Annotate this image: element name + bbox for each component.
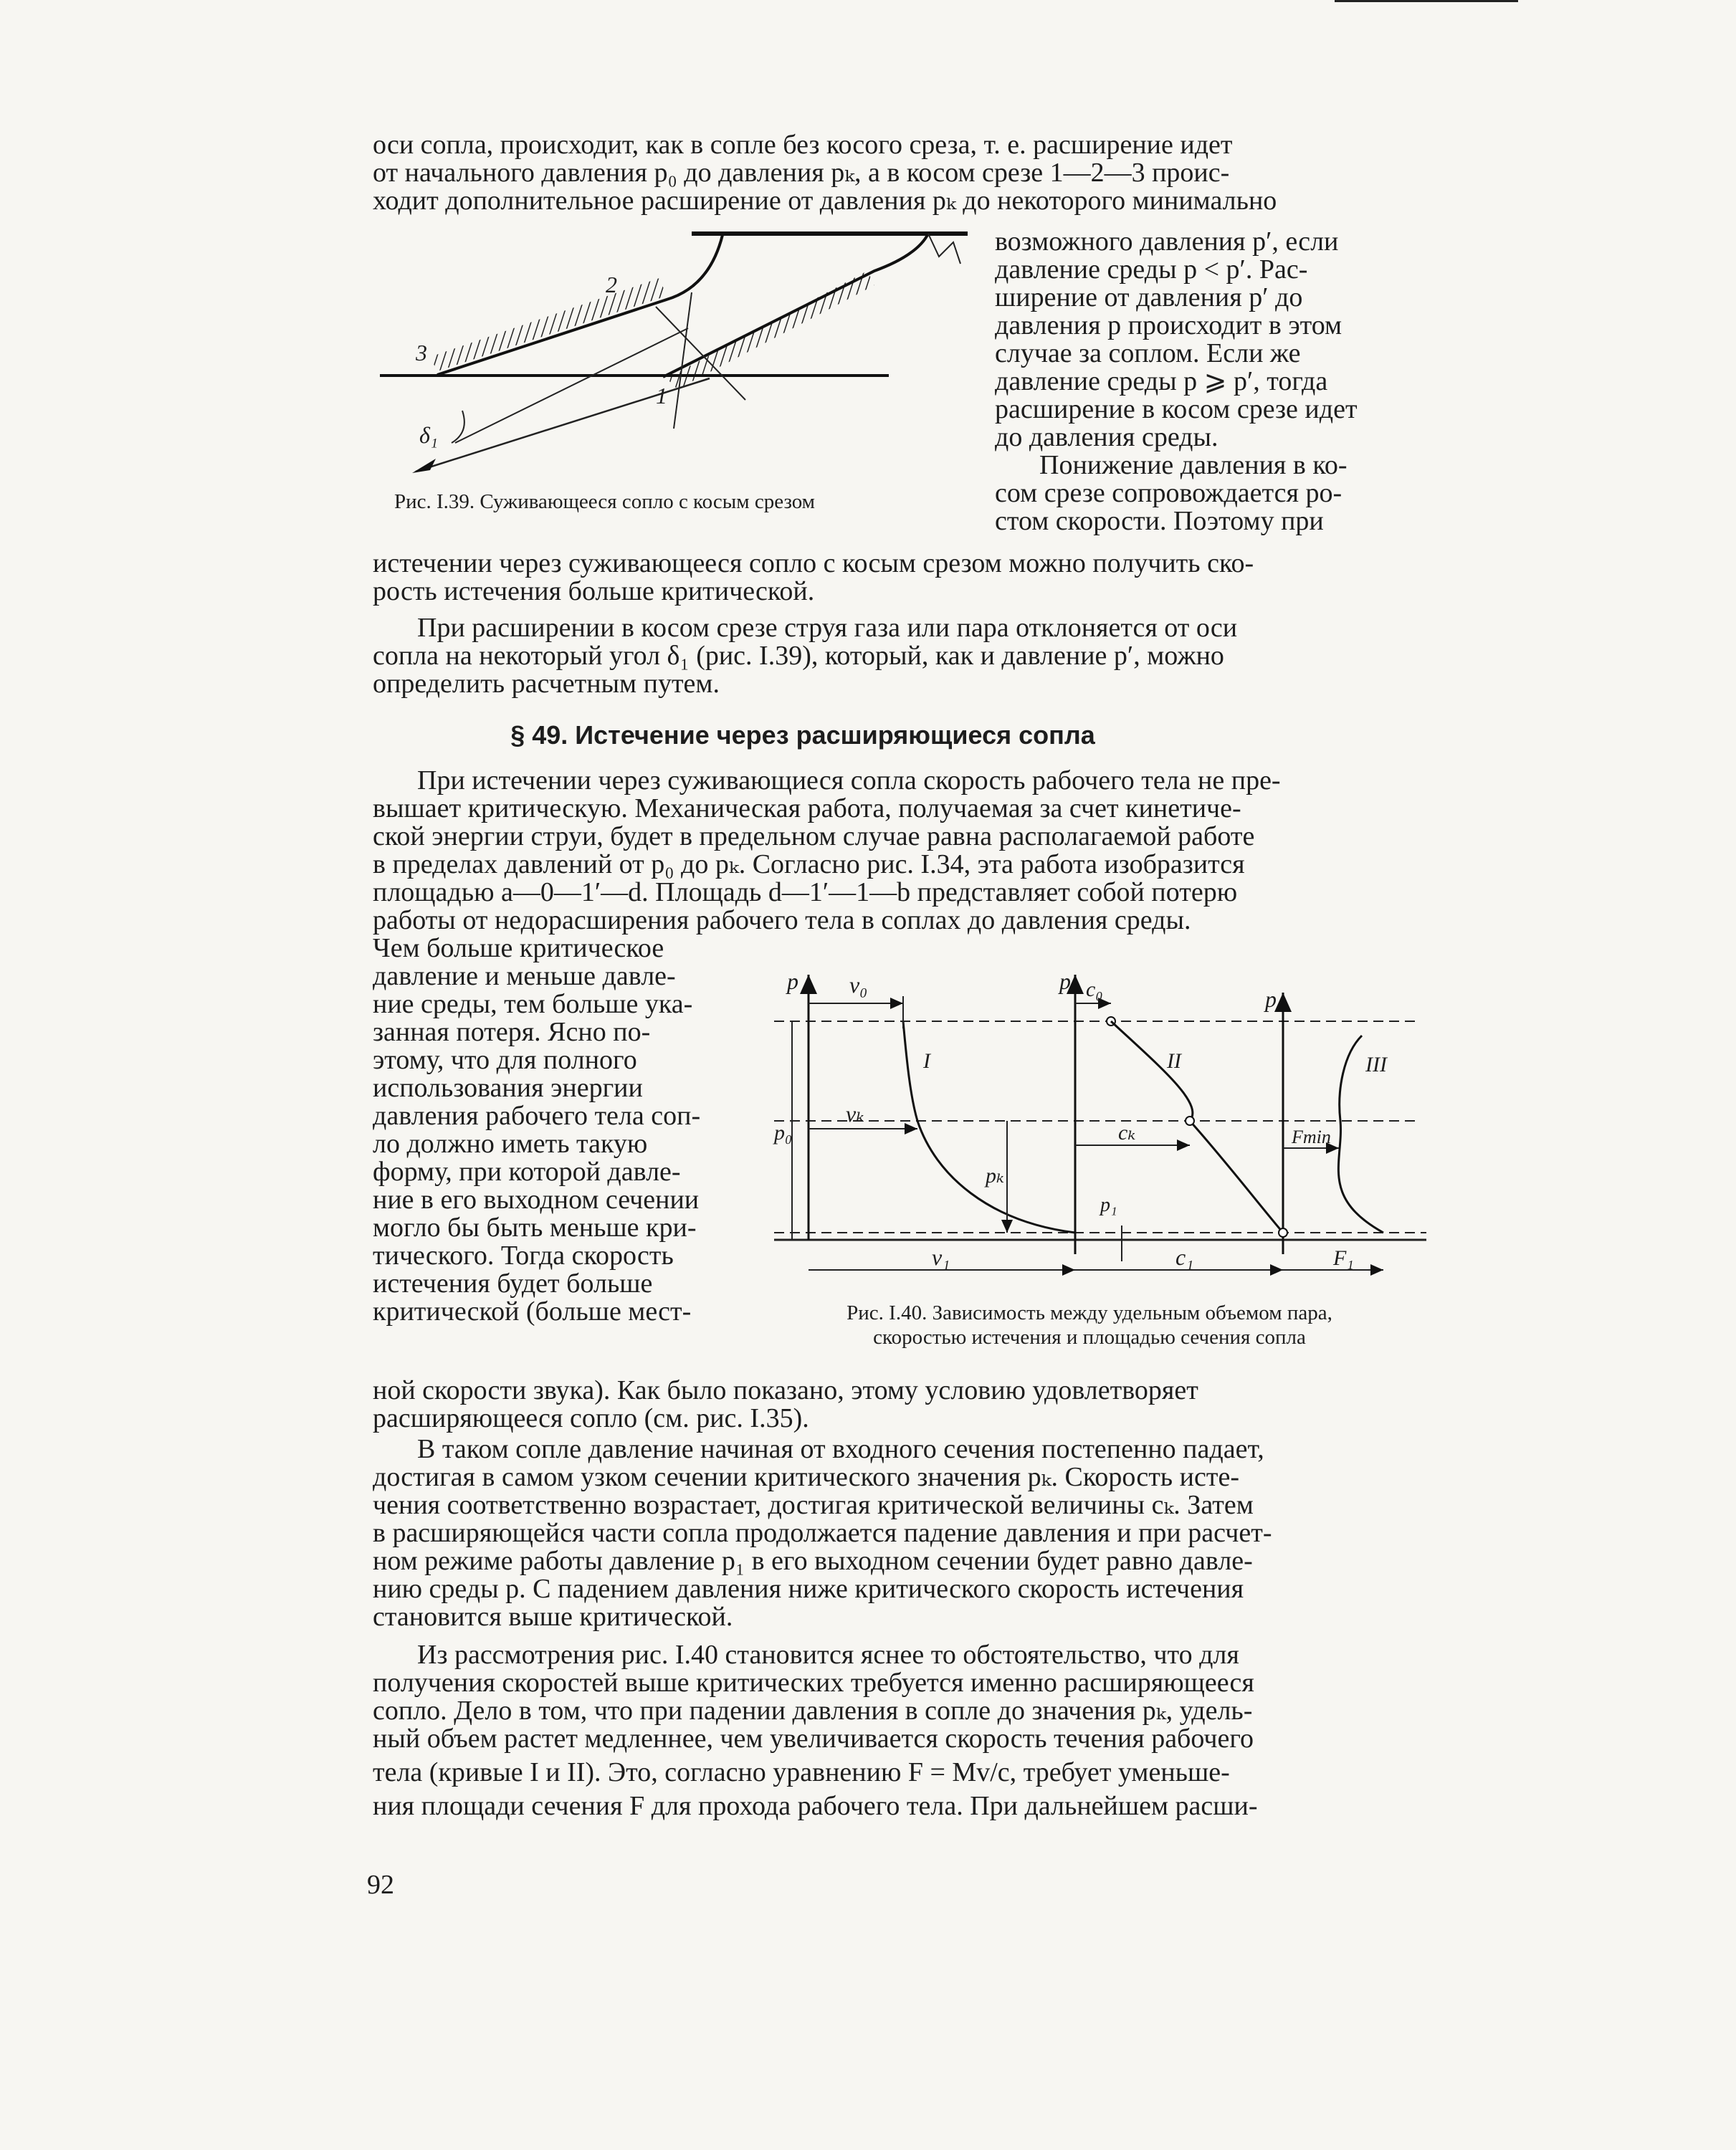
label-curve-II: II [1167,1049,1181,1073]
angle-arc [452,411,464,443]
text-line: случае за соплом. Если же [995,338,1301,368]
text-line: от начального давления p₀ до давления pₖ, а в косом срезе 1—2—3 проис- [373,158,1230,188]
text-line: ние среды, тем больше ука- [373,989,693,1019]
text-line: ный объем растет медленнее, чем увеличивается скорость течения рабочего [373,1724,1254,1754]
text-line: ния площади сечения F для прохода рабочего тела. При дальнейшем расши- [373,1791,1258,1821]
text-line: давление среды p ⩾ p′, тогда [995,366,1328,396]
label-v0: v₀ [849,972,868,998]
text-line: достигая в самом узком сечении критического значения pₖ. Скорость исте- [373,1462,1239,1492]
page-number: 92 [367,1870,394,1900]
caption-line: Рис. I.40. Зависимость между удельным объемом пара, [846,1301,1332,1324]
section-heading: § 49. Истечение через расширяющиеся сопла [510,720,1095,750]
label-ck: cₖ [1118,1121,1136,1145]
curve-II-end [1279,1228,1287,1237]
text-line: расширяющееся сопло (см. рис. I.35). [373,1403,809,1433]
text-line: Чем больше критическое [373,933,664,963]
text-line: критической (больше мест- [373,1296,692,1327]
text-line: сопло. Дело в том, что при падении давления в сопле до значения pₖ, удель- [373,1696,1253,1726]
text-line: ширение от давления p′ до [995,282,1303,312]
text-line: истечения будет больше [373,1268,653,1299]
label-pk: pₖ [986,1164,1004,1188]
paragraph-after-fig40 [373,1377,1423,1820]
figure-1-39-nozzle [373,228,975,493]
nozzle-bottom-wall [663,234,960,389]
text-line: оси сопла, происходит, как в сопле без косого среза, т. е. расширение идет [373,130,1233,160]
text-line: этому, что для полного [373,1045,637,1075]
text-line: возможного давления p′, если [995,226,1339,257]
text-line: ло должно иметь такую [373,1129,648,1159]
text-line: давление и меньше давле- [373,961,676,991]
curve-II [1111,1021,1283,1233]
caption-line: скоростью истечения и площадью сечения сопла [873,1326,1306,1349]
text-line: нию среды p. С падением давления ниже критического скорость истечения [373,1574,1244,1604]
text-line: форму, при которой давле- [373,1157,681,1187]
text-line: получения скоростей выше критических требуется именно расширяющееся [373,1668,1254,1698]
text-line: давление среды p < p′. Рас- [995,254,1308,285]
label-c0: c₀ [1086,978,1103,1001]
fig39-label-1: 1 [656,383,667,408]
text-line: давления рабочего тела соп- [373,1101,701,1131]
figure-1-39-caption: Рис. I.39. Суживающееся сопло с косым срезом [394,490,816,513]
label-p0: p₀ [774,1121,793,1145]
label-v1: v₁ [932,1244,950,1270]
figure-1-40-caption [745,1301,1434,1349]
fig39-label-2: 2 [606,272,617,297]
label-curve-I: I [923,1049,930,1073]
label-curve-III: III [1365,1053,1387,1076]
text-line: сом срезе сопровождается ро- [995,478,1342,508]
text-line: чения соответственно возрастает, достигая критической величины cₖ. Затем [373,1490,1254,1520]
label-f1: F₁ [1333,1246,1354,1270]
text-line: стом скорости. Поэтому при [995,506,1324,536]
label-p-axis-2: p [1059,968,1071,994]
intro-paragraph [373,131,1423,215]
text-line: ние в его выходном сечении [373,1185,700,1215]
text-line: ской энергии струи, будет в предельном случае равна располагаемой работе [373,821,1255,851]
label-fmin: Fmin [1292,1127,1331,1147]
paragraph-after-fig39 [373,550,1423,698]
label-vk: vₖ [846,1101,864,1127]
text-line: В таком сопле давление начиная от входного сечения постепенно падает, [417,1434,1264,1464]
curve-II-mid [1186,1117,1194,1125]
text-line: ной скорости звука). Как было показано, этому условию удовлетворяет [373,1375,1198,1405]
text-line: в пределах давлений от p₀ до pₖ. Согласно рис. I.34, эта работа изобразится [373,849,1245,879]
text-line: ходит дополнительное расширение от давления pₖ до некоторого минимально [373,186,1277,216]
figure-1-40-diagram [760,960,1434,1297]
nozzle-top-wall [430,234,968,375]
text-line: При расширении в косом срезе струя газа или пара отклоняется от оси [417,613,1238,643]
wrap-text-fig40 [373,935,735,1326]
text-line: в расширяющейся части сопла продолжается падение давления и при расчет- [373,1518,1272,1548]
text-line: давления p происходит в этом [995,310,1342,340]
paragraph-section-intro [373,767,1423,935]
text-line: ном режиме работы давление p₁ в его выходном сечении будет равно давле- [373,1546,1253,1576]
label-p1: p₁ [1100,1194,1117,1216]
label-p-axis-1: p [787,968,798,994]
text-line: сопла на некоторый угол δ₁ (рис. I.39), который, как и давление p′, можно [373,641,1224,671]
text-line: При истечении через суживающиеся сопла скорость рабочего тела не пре- [417,765,1281,796]
wrap-text-fig39 [995,228,1423,535]
top-edge-rule [1335,0,1518,2]
text-line: площадью a—0—1′—d. Площадь d—1′—1—b представляет собой потерю [373,877,1238,907]
text-line: Понижение давления в ко- [1039,450,1348,480]
fig39-label-delta: δ₁ [419,422,438,448]
throat-line [674,292,692,429]
text-line: определить расчетным путем. [373,669,720,699]
label-c1: c₁ [1175,1244,1194,1270]
text-line: до давления среды. [995,422,1218,452]
text-line: занная потеря. Ясно по- [373,1017,651,1047]
label-p-axis-3: p [1265,986,1277,1012]
text-line: работы от недорасширения рабочего тела в соплах до давления среды. [373,905,1191,935]
text-line: рость истечения больше критической. [373,576,815,606]
text-line: использования энергии [373,1073,643,1103]
text-line: тела (кривые I и II). Это, согласно уравнению F = Mv/c, требует уменьше- [373,1757,1230,1787]
text-line: могло бы быть меньше кри- [373,1213,697,1243]
text-line: тического. Тогда скорость [373,1241,674,1271]
text-line: становится выше критической. [373,1602,733,1632]
text-line: расширение в косом срезе идет [995,394,1358,424]
fig39-label-3: 3 [416,340,427,366]
text-line: Из рассмотрения рис. I.40 становится яснее то обстоятельство, что для [417,1640,1239,1670]
text-line: вышает критическую. Механическая работа, получаемая за счет кинетиче- [373,793,1241,823]
text-line: истечении через суживающееся сопло с косым срезом можно получить ско- [373,548,1254,578]
